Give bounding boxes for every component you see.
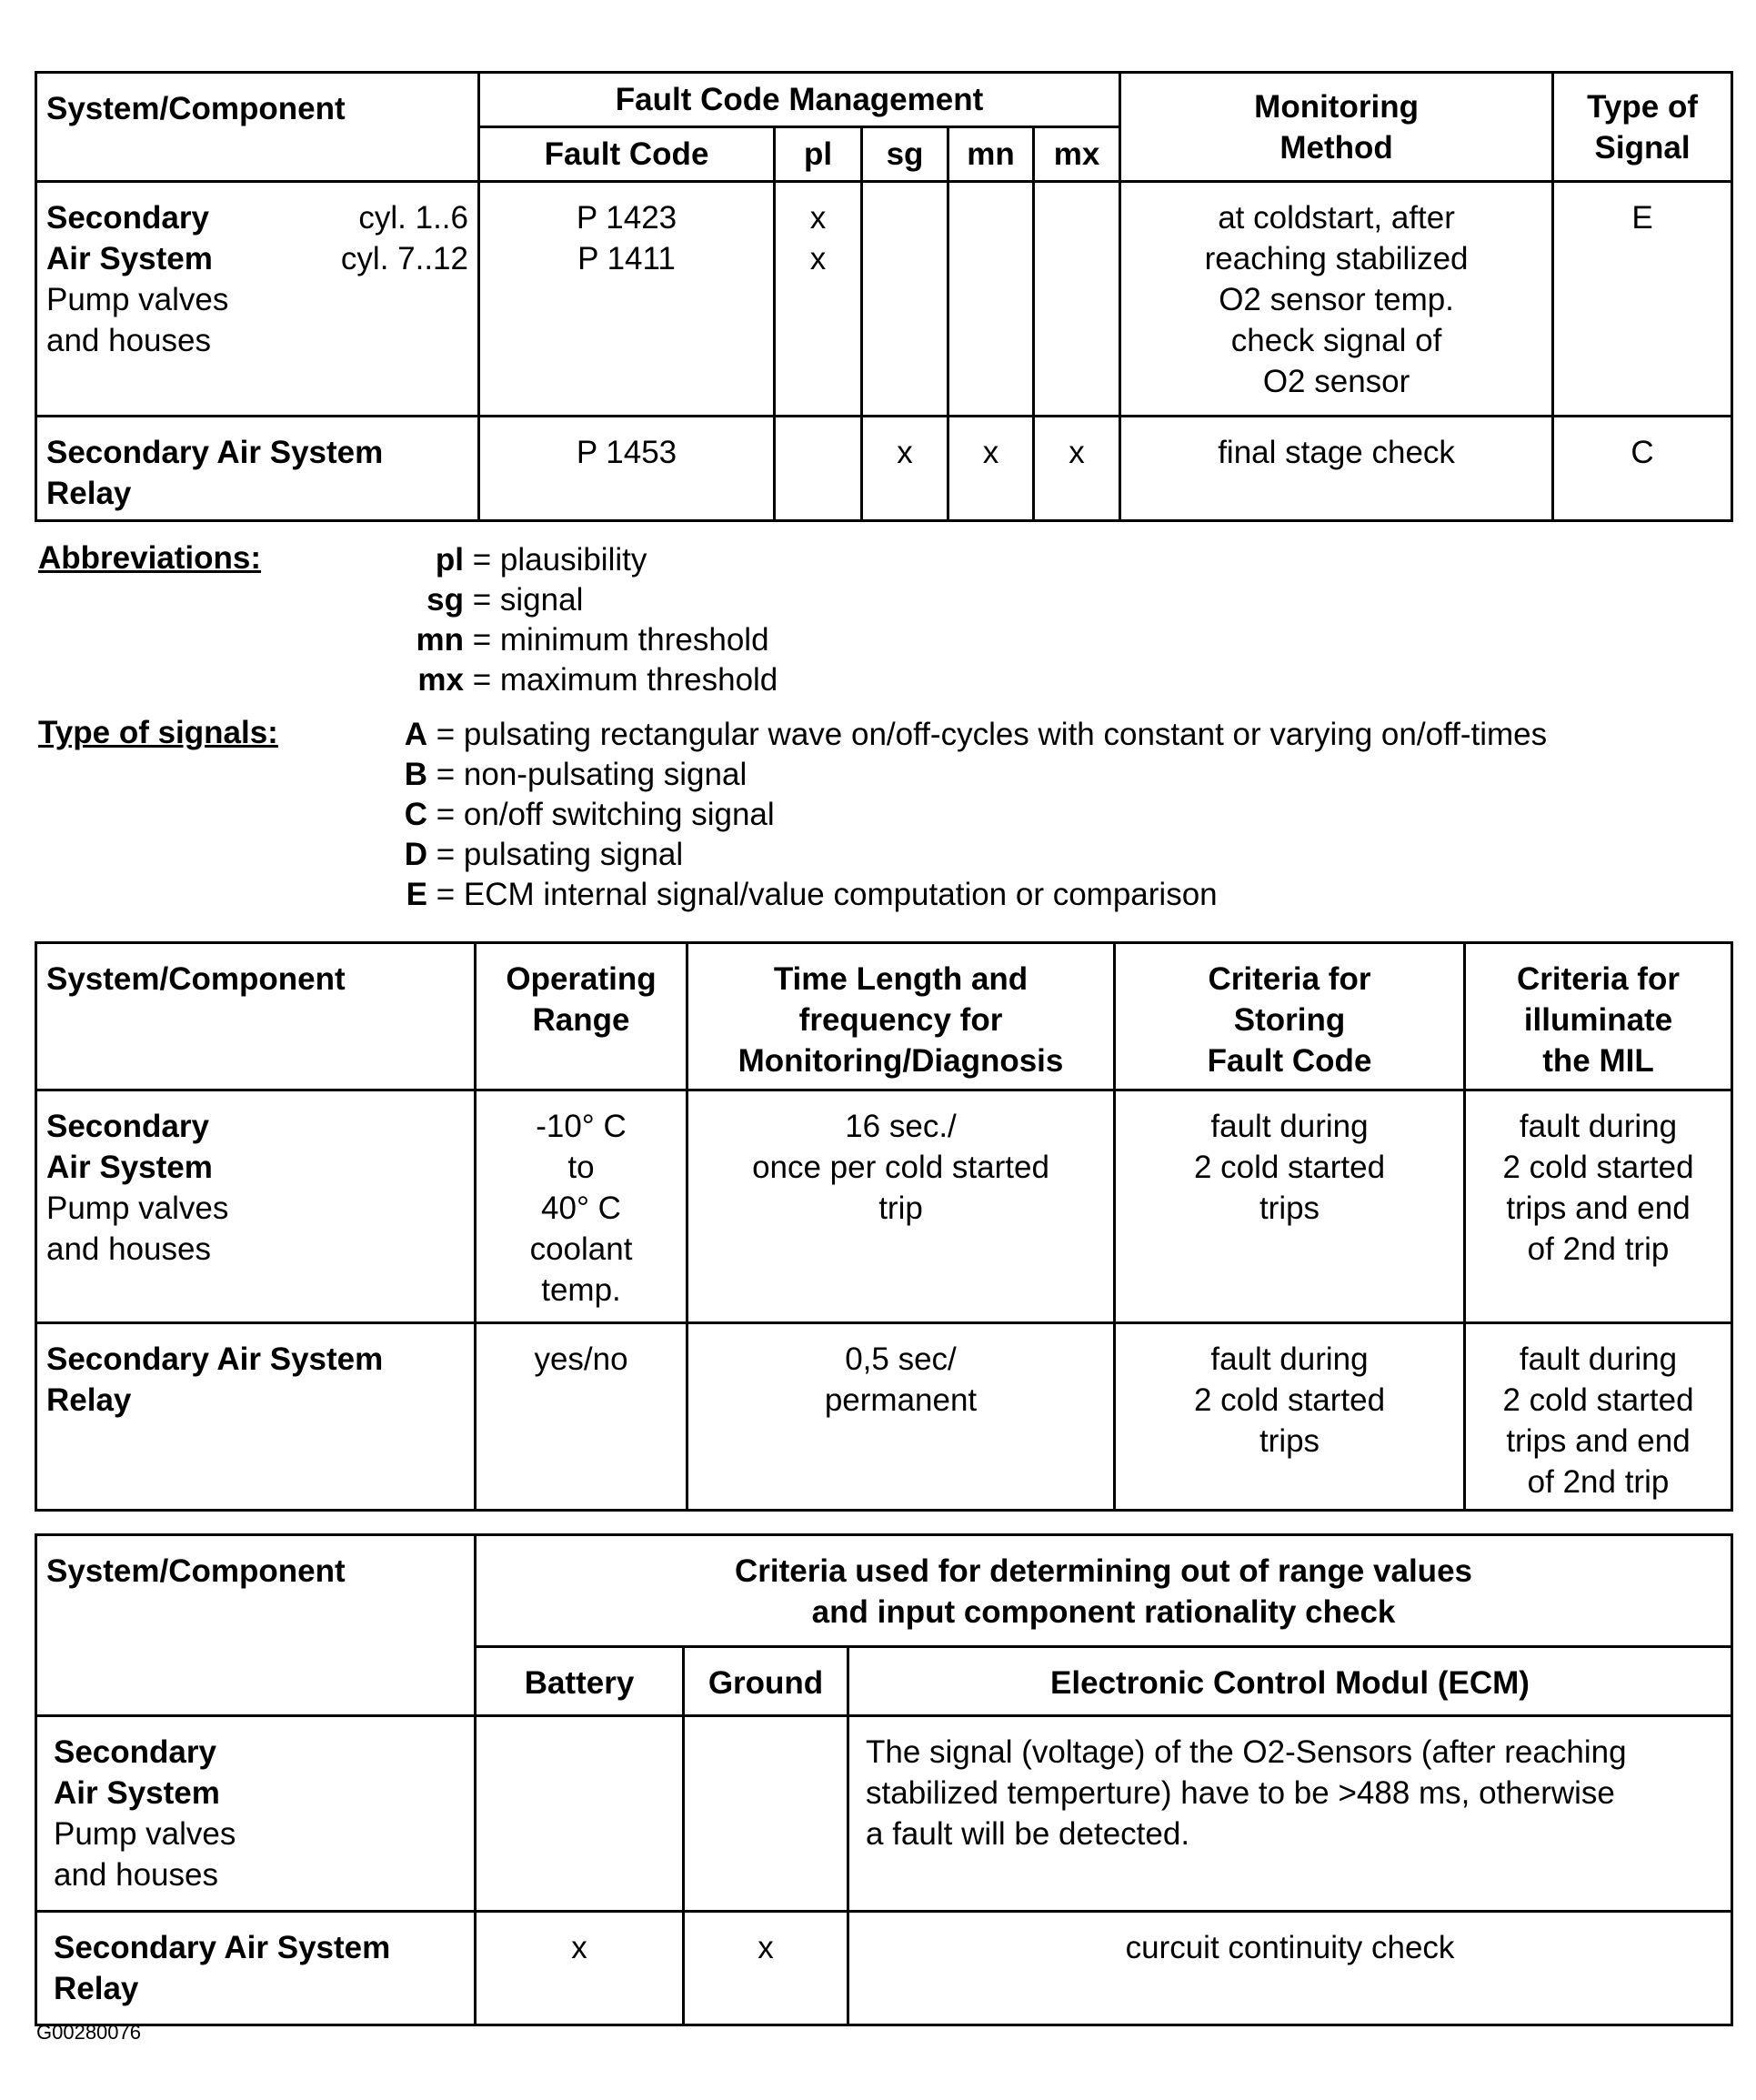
t3-header-battery: Battery bbox=[476, 1647, 684, 1716]
t1-row2-pl bbox=[775, 417, 862, 521]
t3-row2-battery: x bbox=[476, 1912, 684, 2025]
t1-header-fault-code-management: Fault Code Management bbox=[479, 73, 1120, 127]
t2-header-criteria-storing: Criteria for Storing Fault Code bbox=[1115, 943, 1465, 1090]
t3-row-secondary-air-pump bbox=[36, 1716, 1732, 1912]
t1-header-system: System/Component bbox=[36, 73, 479, 182]
signal-type-item: E = ECM internal signal/value computation or comparison bbox=[406, 877, 1218, 912]
t2-row1-operating-range: -10° C to 40° C coolant temp. bbox=[476, 1090, 687, 1323]
t1-row2-fault-code: P 1453 bbox=[479, 417, 775, 521]
t3-row1-battery bbox=[476, 1716, 684, 1912]
abbreviation-item: mx = maximum threshold bbox=[417, 662, 778, 698]
t1-header-mn: mn bbox=[948, 127, 1034, 182]
t1-row2-method: final stage check bbox=[1120, 417, 1553, 521]
t1-row2-sg: x bbox=[862, 417, 948, 521]
t1-row2-mx: x bbox=[1034, 417, 1120, 521]
t1-row2-mn: x bbox=[948, 417, 1034, 521]
t1-row2-signal: C bbox=[1553, 417, 1732, 521]
abbreviation-item: mn = minimum threshold bbox=[416, 622, 769, 658]
t2-header-time-length: Time Length and frequency for Monitoring/Diagnosis bbox=[687, 943, 1115, 1090]
t3-header-ground: Ground bbox=[684, 1647, 848, 1716]
t1-row1-fault-code: P 1423 P 1411 bbox=[479, 182, 775, 417]
t3-row-secondary-air-relay bbox=[36, 1912, 1732, 2025]
t1-header-fault-code: Fault Code bbox=[479, 127, 775, 182]
t2-row-secondary-air-pump bbox=[36, 1090, 1732, 1323]
t2-row1-system: Secondary Air System Pump valves and houses bbox=[36, 1090, 476, 1323]
t3-header-criteria: Criteria used for determining out of range values and input component rationality check bbox=[476, 1535, 1732, 1647]
t1-row1-pl: x x bbox=[775, 182, 862, 417]
t1-row1-signal: E bbox=[1553, 182, 1732, 417]
signal-types-list bbox=[364, 715, 1547, 915]
t1-row-secondary-air-relay bbox=[36, 417, 1732, 521]
signal-type-item: A = pulsating rectangular wave on/off-cycles with constant or varying on/off-times bbox=[404, 717, 1548, 752]
fault-code-table bbox=[35, 71, 1733, 522]
t2-header-criteria-mil: Criteria for illuminate the MIL bbox=[1465, 943, 1732, 1090]
t3-row1-ecm: The signal (voltage) of the O2-Sensors (after reaching stabilized temperture) have to be >488 ms, otherwise a fault will be detected. bbox=[848, 1716, 1732, 1912]
t3-header-system: System/Component bbox=[36, 1535, 476, 1716]
t2-row2-operating-range: yes/no bbox=[476, 1323, 687, 1511]
rationality-check-table bbox=[35, 1533, 1733, 2026]
t2-row1-criteria-storing: fault during 2 cold started trips bbox=[1115, 1090, 1465, 1323]
t2-row1-time-length: 16 sec./ once per cold started trip bbox=[687, 1090, 1115, 1323]
figure-code: G00280076 bbox=[36, 2021, 141, 2044]
operating-criteria-table bbox=[35, 941, 1733, 1512]
abbreviations-list bbox=[364, 540, 778, 700]
t2-row2-time-length: 0,5 sec/ permanent bbox=[687, 1323, 1115, 1511]
t3-row2-ecm: curcuit continuity check bbox=[848, 1912, 1732, 2025]
t1-row-secondary-air-pump bbox=[36, 182, 1732, 417]
t1-header-mx: mx bbox=[1034, 127, 1120, 182]
signal-types-title: Type of signals: bbox=[38, 715, 278, 750]
t2-row-secondary-air-relay bbox=[36, 1323, 1732, 1511]
t1-header-sg: sg bbox=[862, 127, 948, 182]
t2-row2-system: Secondary Air System Relay bbox=[36, 1323, 476, 1511]
t1-row1-mn bbox=[948, 182, 1034, 417]
t3-row2-system: Secondary Air System Relay bbox=[36, 1912, 476, 2025]
t2-header-system: System/Component bbox=[36, 943, 476, 1090]
abbreviation-item: sg = signal bbox=[426, 582, 584, 618]
t1-row1-method: at coldstart, after reaching stabilized O2 sensor temp. check signal of O2 sensor bbox=[1120, 182, 1553, 417]
t1-header-type-of-signal: Type of Signal bbox=[1553, 73, 1732, 182]
t1-row1-sg bbox=[862, 182, 948, 417]
t2-header-operating-range: Operating Range bbox=[476, 943, 687, 1090]
t1-header-monitoring-method: Monitoring Method bbox=[1120, 73, 1553, 182]
t1-header-pl: pl bbox=[775, 127, 862, 182]
t2-row2-criteria-storing: fault during 2 cold started trips bbox=[1115, 1323, 1465, 1511]
t3-header-ecm: Electronic Control Modul (ECM) bbox=[848, 1647, 1732, 1716]
abbreviation-item: pl = plausibility bbox=[435, 542, 647, 578]
t3-row1-ground bbox=[684, 1716, 848, 1912]
abbreviations-title: Abbreviations: bbox=[38, 540, 262, 576]
t2-row2-criteria-mil: fault during 2 cold started trips and end of 2nd trip bbox=[1465, 1323, 1732, 1511]
t1-row1-mx bbox=[1034, 182, 1120, 417]
t2-row1-criteria-mil: fault during 2 cold started trips and end of 2nd trip bbox=[1465, 1090, 1732, 1323]
signal-type-item: C = on/off switching signal bbox=[404, 797, 775, 832]
t3-row2-ground: x bbox=[684, 1912, 848, 2025]
t1-row2-system: Secondary Air System Relay bbox=[36, 417, 479, 521]
signal-type-item: D = pulsating signal bbox=[404, 837, 684, 872]
t1-row1-system: Secondary cyl. 1..6 Air System cyl. 7..12 Pump valves and houses bbox=[36, 182, 479, 417]
t3-row1-system: Secondary Air System Pump valves and houses bbox=[36, 1716, 476, 1912]
signal-type-item: B = non-pulsating signal bbox=[404, 757, 748, 792]
